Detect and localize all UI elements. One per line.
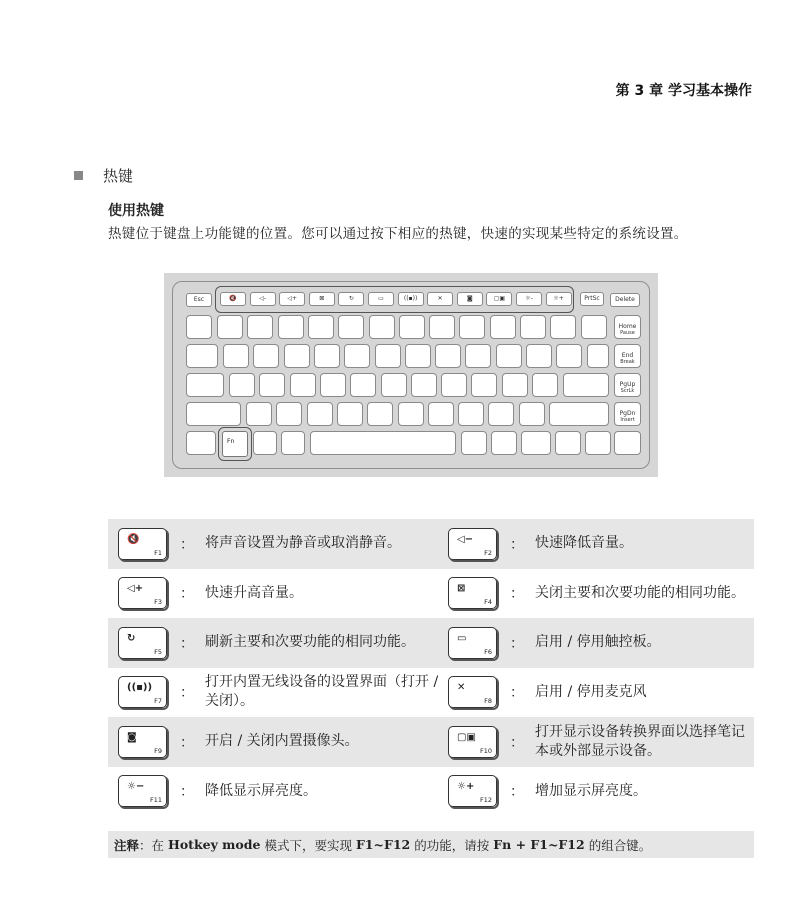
key <box>186 373 224 397</box>
f6-touchpad-key-icon: ▭ F6 <box>448 627 497 659</box>
key <box>369 315 395 339</box>
key <box>555 431 581 455</box>
key <box>278 315 304 339</box>
key <box>338 315 364 339</box>
key <box>471 373 497 397</box>
key <box>563 373 609 397</box>
key <box>259 373 285 397</box>
f5-key: ↻ <box>338 292 364 306</box>
prtsc-key: PrtSc <box>580 292 604 306</box>
pgup-key: PgUp ScrLk <box>614 373 641 397</box>
hotkey-table <box>108 519 754 816</box>
table-row: ◙ F9 ： 开启 / 关闭内置摄像头。 ▢▣ F10 ： 打开显示设备转换界面以选择笔记本或外部显示设备。 <box>108 717 754 767</box>
key <box>398 402 424 426</box>
f3-key: ◁+ <box>279 292 305 306</box>
note-label: 注释 <box>114 837 140 853</box>
key <box>399 315 425 339</box>
hotkey-desc: 增加显示屏亮度。 <box>535 782 647 799</box>
hotkey-desc: 将声音设置为静音或取消静音。 <box>205 535 401 552</box>
key <box>223 344 249 368</box>
f7-wireless-key-icon: ((▪)) F7 <box>118 676 167 708</box>
key <box>253 344 279 368</box>
f1-mute-key-icon: 🔇 F1 <box>118 528 167 560</box>
hotkey-desc: 降低显示屏亮度。 <box>205 782 317 799</box>
key <box>229 373 255 397</box>
key <box>461 431 487 455</box>
key <box>520 315 546 339</box>
section-heading <box>74 165 133 186</box>
key <box>186 402 241 426</box>
key <box>496 344 522 368</box>
intro-paragraph: 热键位于键盘上功能键的位置。您可以通过按下相应的热键，快速的实现某些特定的系统设置。 <box>108 226 688 242</box>
key <box>465 344 491 368</box>
key <box>217 315 243 339</box>
key <box>581 315 607 339</box>
f10-key: ▢▣ <box>486 292 512 306</box>
hotkey-desc: 启用 / 停用触控板。 <box>535 634 661 651</box>
key <box>429 315 455 339</box>
table-row: ↻ F5 ： 刷新主要和次要功能的相同功能。 ▭ F6 ： 启用 / 停用触控板。 <box>108 618 754 668</box>
key <box>246 402 272 426</box>
key <box>458 402 484 426</box>
f4-close-key-icon: ⊠ F4 <box>448 577 497 609</box>
key <box>308 315 334 339</box>
key <box>490 315 516 339</box>
esc-key: Esc <box>186 293 212 307</box>
key <box>549 402 609 426</box>
key <box>550 315 576 339</box>
f8-key: ✕ <box>427 292 453 306</box>
key <box>350 373 376 397</box>
key <box>344 344 370 368</box>
key <box>281 431 305 455</box>
table-row: ((▪)) F7 ： 打开内置无线设备的设置界面（打开 / 关闭）。 ✕ F8 ： 启用 / 停用麦克风 <box>108 668 754 718</box>
hotkey-desc: 关闭主要和次要功能的相同功能。 <box>535 584 745 601</box>
fn-key: Fn <box>222 431 248 457</box>
key <box>367 402 393 426</box>
key <box>253 431 277 455</box>
subsection-title: 使用热键 <box>108 203 164 219</box>
f5-refresh-key-icon: ↻ F5 <box>118 627 167 659</box>
key <box>411 373 437 397</box>
hotkey-desc: 打开显示设备转换界面以选择笔记本或外部显示设备。 <box>535 723 745 759</box>
hotkey-desc: 打开内置无线设备的设置界面（打开 / 关闭）。 <box>205 674 439 710</box>
f12-key: ☼+ <box>546 292 572 306</box>
home-key: Home Pause <box>614 315 641 339</box>
key <box>247 315 273 339</box>
f2-key: ◁- <box>250 292 276 306</box>
f8-microphone-key-icon: ✕ F8 <box>448 676 497 708</box>
key <box>585 431 611 455</box>
key <box>526 344 552 368</box>
pgdn-key: PgDn Insert <box>614 402 641 426</box>
key <box>186 431 216 455</box>
f11-brightness-down-key-icon: ☼− F11 <box>118 775 167 807</box>
key <box>488 402 514 426</box>
key <box>405 344 431 368</box>
key <box>381 373 407 397</box>
key <box>587 344 609 368</box>
hotkey-desc: 开启 / 关闭内置摄像头。 <box>205 733 359 750</box>
end-key: End Break <box>614 344 641 368</box>
key <box>441 373 467 397</box>
chapter-header: 第 3 章 学习基本操作 <box>615 83 752 99</box>
key <box>459 315 485 339</box>
hotkey-desc: 快速降低音量。 <box>535 535 633 552</box>
f3-volume-up-key-icon: ◁+ F3 <box>118 577 167 609</box>
key <box>375 344 401 368</box>
key <box>502 373 528 397</box>
key <box>186 344 218 368</box>
square-bullet-icon <box>74 171 83 180</box>
key <box>519 402 545 426</box>
key <box>521 431 551 455</box>
f4-key: ⊠ <box>309 292 335 306</box>
key <box>491 431 517 455</box>
key <box>435 344 461 368</box>
f10-display-switch-key-icon: ▢▣ F10 <box>448 726 497 758</box>
key <box>614 431 641 455</box>
section-title: 热键 <box>103 167 134 185</box>
f12-brightness-up-key-icon: ☼+ F12 <box>448 775 497 807</box>
key <box>276 402 302 426</box>
key <box>428 402 454 426</box>
hotkey-desc: 启用 / 停用麦克风 <box>535 683 647 700</box>
f11-key: ☼- <box>516 292 542 306</box>
function-keys-highlight <box>215 286 574 313</box>
key <box>290 373 316 397</box>
key <box>307 402 333 426</box>
table-row: ☼− F11 ： 降低显示屏亮度。 ☼+ F12 ： 增加显示屏亮度。 <box>108 767 754 817</box>
key <box>314 344 340 368</box>
hotkey-desc: 快速升高音量。 <box>205 584 303 601</box>
delete-key: Delete <box>610 293 640 307</box>
key <box>337 402 363 426</box>
f9-key: ◙ <box>457 292 483 306</box>
key <box>284 344 310 368</box>
spacebar-key <box>310 431 456 455</box>
key <box>186 315 212 339</box>
table-row: 🔇 F1 ： 将声音设置为静音或取消静音。 ◁− F2 ： 快速降低音量。 <box>108 519 754 569</box>
f2-volume-down-key-icon: ◁− F2 <box>448 528 497 560</box>
f9-camera-key-icon: ◙ F9 <box>118 726 167 758</box>
f7-key: ((▪)) <box>398 292 424 306</box>
table-row: ◁+ F3 ： 快速升高音量。 ⊠ F4 ： 关闭主要和次要功能的相同功能。 <box>108 569 754 619</box>
f1-key: 🔇 <box>220 292 246 306</box>
note-box: 注释 ： 在 Hotkey mode 模式下，要实现 F1~F12 的功能，请按 Fn + F1~F12 的组合键。 <box>108 831 754 858</box>
f6-key: ▭ <box>368 292 394 306</box>
hotkey-desc: 刷新主要和次要功能的相同功能。 <box>205 634 415 651</box>
key <box>320 373 346 397</box>
key <box>532 373 558 397</box>
key <box>556 344 582 368</box>
